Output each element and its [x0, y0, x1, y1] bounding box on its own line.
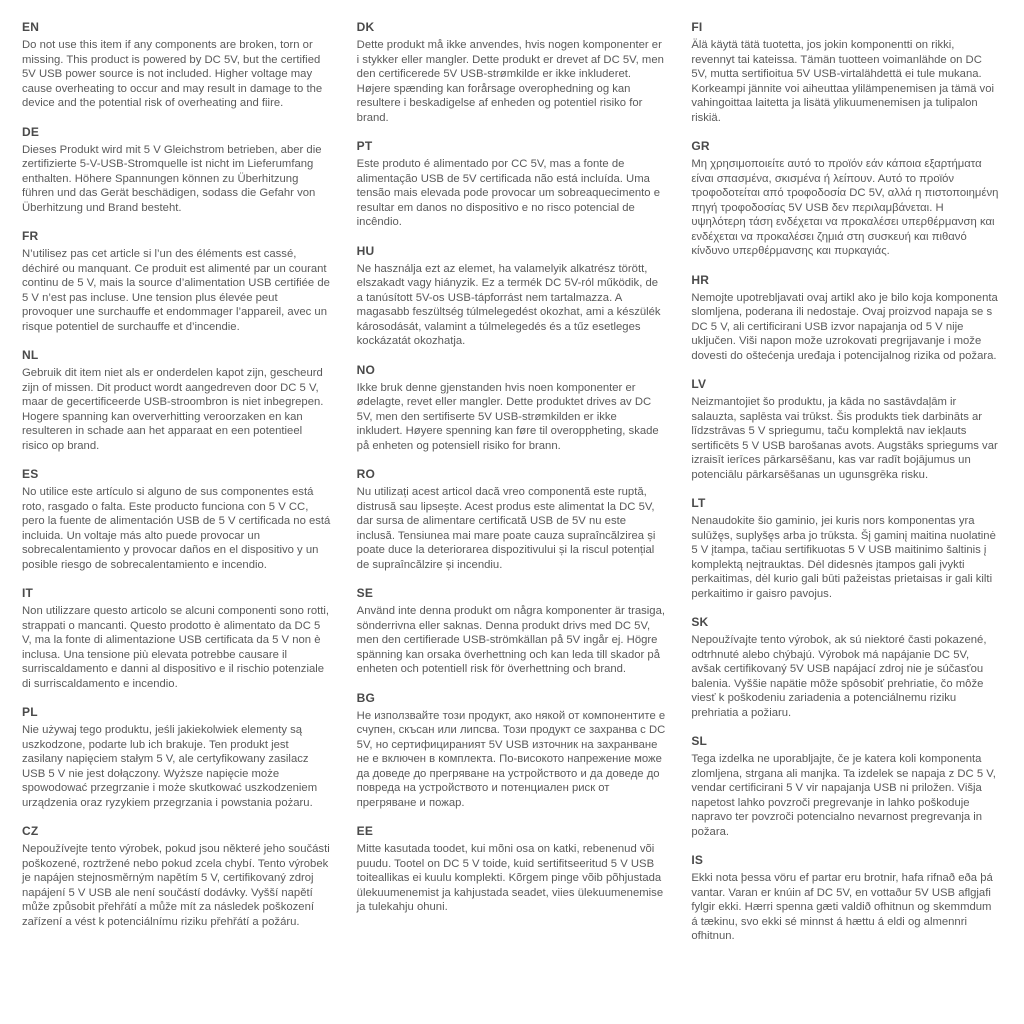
section-lv — [691, 377, 1000, 482]
lang-code-no: NO — [356, 362, 376, 377]
lang-code-fi: FI — [691, 20, 703, 34]
lang-text-hr: Nemojte upotrebljavati ovaj artikl ako je bilo koja komponenta slomljena, poderana ili nedostaje. Ovaj proizvod napaja se s DC 5 V, ali certificirani USB izvor napajanja od 5 V nije uključen. Viši napon može uzrokovati pregrijavanje i može dovesti do oštećenja uređaja i potencijalnog rizika od požara. — [691, 291, 998, 362]
lang-text-sl: Tega izdelka ne uporabljajte, če je katera koli komponenta zlomljena, strgana ali manjka. Ta izdelek se napaja z DC 5 V, vendar certificirani 5 V vir napajanja USB ni priložen. Višja napetost lahko povzroči pregrevanje in lahko poškoduje napravo ter povzroči potencialno nevarnost pregrevanja in požara. — [691, 753, 996, 838]
column-3 — [691, 20, 1000, 958]
lang-code-sk: SK — [691, 615, 709, 629]
lang-text-dk: Dette produkt må ikke anvendes, hvis nogen komponenter er i stykker eller mangler. Dette produkt er drevet af DC 5V, men den certificerede 5V USB-strømkilde er ikke inkluderet. Højere spænding kan forårsage overophedning og kan resultere i beskadigelse af enheden og potentiel risiko for brand. — [356, 39, 664, 124]
lang-code-nl: NL — [22, 348, 39, 362]
section-pl — [22, 705, 331, 810]
section-sk — [691, 615, 1000, 720]
lang-text-pt: Este produto é alimentado por CC 5V, mas a fonte de alimentação USB de 5V certificada não está incluída. Uma tensão mais elevada pode provocar um sobreaquecimento e resultar em danos no dispositivo e no risco potencial de incêndio. — [356, 158, 660, 228]
lang-code-pl: PL — [22, 705, 38, 719]
lang-text-de: Dieses Produkt wird mit 5 V Gleichstrom betrieben, aber die zertifizierte 5-V-USB-Stromquelle ist nicht im Lieferumfang enthalten. Höhere Spannungen können zu Überhitzung führen und das Gerät beschädigen, sodass die Gefahr von Überhitzung und Brand besteht. — [22, 143, 322, 214]
lang-code-hu: HU — [356, 243, 375, 258]
section-dk — [357, 20, 666, 125]
lang-code-dk: DK — [356, 20, 375, 34]
lang-code-is: IS — [691, 853, 704, 867]
section-hu — [357, 244, 666, 349]
lang-code-gr: GR — [691, 139, 710, 153]
lang-text-ee: Mitte kasutada toodet, kui mõni osa on katki, rebenenud või puudu. Tootel on DC 5 V toide, kuid sertifitseeritud 5 V USB toiteallikas ei kuulu komplekti. Kõrgem pinge võib põhjustada ülekuumenemist ja kahjustada seadet, viies ülekuumenemise ja tulekahju ohuni. — [356, 843, 664, 913]
section-it — [22, 586, 331, 691]
section-sl — [691, 734, 1000, 839]
lang-code-ro: RO — [356, 467, 376, 481]
lang-code-lv: LV — [691, 377, 707, 391]
section-is — [691, 853, 1000, 944]
lang-text-ro: Nu utilizați acest articol dacă vreo componentă este ruptă, distrusă sau lipsește. Acest produs este alimentat la DC 5V, dar sursa de alimentare certificată USB de 5V nu este inclusă. Tensiunea mai mare poate cauza supraîncălzirea și poate duce la deteriorarea dispozitivului și la riscul potențial de supraîncălzire și incendiu. — [356, 486, 656, 571]
lang-code-lt: LT — [691, 496, 706, 510]
section-cz — [22, 824, 331, 929]
lang-text-gr: Μη χρησιμοποιείτε αυτό το προϊόν εάν κάποια εξαρτήματα είναι σπασμένα, σκισμένα ή λείπουν. Αυτό το προϊόν τροφοδοτείται από τροφοδοσία DC 5V, αλλά η πιστοποιημένη πηγή τροφοδοσίας 5V USB δεν περιλαμβάνεται. Η υψηλότερη τάση ενδέχεται να προκαλέσει υπερθέρμανση και ενδέχεται να προκαλέσει ζημιά στη συσκευή και πιθανό κίνδυνο υπερθέρμανσης και πυρκαγιάς. — [691, 158, 999, 257]
lang-text-fi: Älä käytä tätä tuotetta, jos jokin komponentti on rikki, revennyt tai kateissa. Tämän tuotteen voimanlähde on DC 5V, mutta sertifioitua 5V USB-virtalähdettä ei tule mukana. Korkeampi jännite voi aiheuttaa ylilämpenemisen ja tämä voi vahingoittaa laitetta ja lisätä ylikuumenemisen ja tulipalon riskiä. — [691, 39, 994, 124]
lang-code-pt: PT — [356, 139, 373, 153]
lang-code-es: ES — [22, 467, 39, 481]
lang-text-cz: Nepoužívejte tento výrobek, pokud jsou některé jeho součásti poškozené, roztržené nebo pokud zcela chybí. Tento výrobek je napájen stejnosměrným napětím 5 V, certifikovaný zdroj napájení 5 V USB ale není součástí dodávky. Vyšší napětí může způsobit přehřátí a může mít za následek poškození zařízení a vést k potenciálnímu riziku přehřátí a požáru. — [22, 843, 330, 928]
lang-text-bg: Не използвайте този продукт, ако някой от компонентите е счупен, скъсан или липсва. Този продукт се захранва с DC 5V, но сертифицираният 5V USB източник на захранване не е включен в комплекта. По-високото напрежение може да доведе до прегряване на устройството и да доведе до повреда на устройството и потенциален риск от прегряване и пожар. — [356, 709, 666, 809]
section-es — [22, 467, 331, 572]
lang-code-it: IT — [22, 586, 34, 600]
section-lt — [691, 496, 1000, 601]
lang-text-en: Do not use this item if any components are broken, torn or missing. This product is powered by DC 5V, but the certified 5V USB power source is not included. Higher voltage may cause overheating to occur and may result in damage to the device and the potential risk of overheating and fiire. — [22, 39, 323, 109]
lang-code-fr: FR — [22, 229, 39, 243]
lang-text-lt: Nenaudokite šio gaminio, jei kuris nors komponentas yra sulūžęs, suplyšęs arba jo trūksta. Šį gaminį maitina nuolatinė 5 V įtampa, tačiau sertifikuotas 5 V USB maitinimo šaltinis į komplektą neįtrauktas. Dėl didesnės įtampos gali įvykti perkaitimas, dėl kurio gali būti pažeistas prietaisas ir gali kilti perkaitimo ir gaisro pavojus. — [691, 515, 996, 600]
section-fr — [22, 229, 331, 334]
section-nl — [22, 348, 331, 453]
lang-text-pl: Nie używaj tego produktu, jeśli jakiekolwiek elementy są uszkodzone, podarte lub ich brakuje. Ten produkt jest zasilany napięciem stałym 5 V, ale certyfikowany zasilacz USB 5 V nie jest dołączony. Wyższe napięcie może spowodować przegrzanie i może skutkować uszkodzeniem urządzenia oraz ryzykiem przegrzania i powstania pożaru. — [22, 724, 318, 809]
lang-code-se: SE — [356, 586, 374, 600]
section-bg — [357, 691, 666, 811]
section-pt — [357, 139, 666, 230]
lang-text-es: No utilice este artículo si alguno de sus componentes está roto, rasgado o falta. Este producto funciona con 5 V CC, pero la fuente de alimentación USB de 5 V certificada no está incluida. Un voltaje más alto puede provocar un sobrecalentamiento y provocar daños en el dispositivo y un posible riesgo de sobrecalentamiento e incendio. — [22, 486, 331, 571]
lang-code-sl: SL — [691, 734, 708, 748]
section-ro — [357, 467, 666, 572]
lang-text-is: Ekki nota þessa vöru ef partar eru brotnir, hafa rifnað eða þá vantar. Varan er knúin af DC 5V, en vottaður 5V USB aflgjafi fylgir ekki. Hærri spenna gæti valdið ofhitnun og skemmdum á tækinu, svo ekki sé minnst á hættu á eldi og almennri ofhitnun. — [691, 872, 993, 942]
lang-code-en: EN — [22, 20, 40, 34]
section-no — [357, 363, 666, 454]
lang-text-hu: Ne használja ezt az elemet, ha valamelyik alkatrész törött, elszakadt vagy hiányzik. Ez a termék DC 5V-ról működik, de a tanúsított 5V-os USB-tápforrást nem tartalmazza. A magasabb feszültség túlmelegedést okozhat, ami a készülék károsodását, valamint a túlmelegedés és a tűz esetleges kockázatát okozhatja. — [356, 262, 661, 347]
lang-code-bg: BG — [356, 690, 376, 705]
lang-text-nl: Gebruik dit item niet als er onderdelen kapot zijn, gescheurd zijn of missen. Dit product wordt aangedreven door DC 5 V, maar de gecertificeerde USB-stroombron is niet inbegrepen. Hogere spanning kan oververhitting veroorzaken en kan resulteren in schade aan het apparaat en een potentieel risico op brand. — [22, 367, 324, 452]
section-hr — [691, 273, 1000, 364]
lang-text-se: Använd inte denna produkt om några komponenter är trasiga, sönderrivna eller saknas. Denna produkt drivs med DC 5V, men den certifierade USB-strömkällan på 5V ingår ej. Högre spänning kan orsaka överhettning och kan leda till skador på enheten och potentiell risk för överhettning och brand. — [356, 605, 666, 675]
column-1 — [22, 20, 331, 943]
section-en — [22, 20, 331, 111]
lang-code-ee: EE — [356, 824, 374, 838]
lang-code-de: DE — [22, 124, 40, 139]
lang-code-hr: HR — [691, 272, 710, 287]
section-gr — [691, 139, 1000, 259]
section-fi — [691, 20, 1000, 125]
lang-text-sk: Nepoužívajte tento výrobok, ak sú niektoré časti pokazené, odtrhnuté alebo chýbajú. Výrobok má napájanie DC 5V, avšak certifikovaný 5V USB napájací zdroj nie je súčasťou balenia. Vyššie napätie môže spôsobiť prehriatie, čo môže viesť k poškodeniu zariadenia a potenciálnemu riziku prehriatia a požiaru. — [691, 634, 987, 719]
section-ee — [357, 824, 666, 915]
section-se — [357, 586, 666, 677]
lang-code-cz: CZ — [22, 824, 39, 838]
column-2 — [357, 20, 666, 929]
lang-text-no: Ikke bruk denne gjenstanden hvis noen komponenter er ødelagte, revet eller mangler. Dette produktet drives av DC 5V, men den sertifiserte 5V USB-strømkilden er ikke inkludert. Høyere spenning kan føre til overoppheting, skade på enheten og potensiell risiko for brann. — [356, 381, 659, 452]
lang-text-lv: Neizmantojiet šo produktu, ja kāda no sastāvdaļām ir salauzta, saplēsta vai trūkst. Šis produkts tiek darbināts ar līdzstrāvas 5 V spriegumu, taču komplektā nav iekļauts sertificēts 5 V USB barošanas avots. Augstāks spriegums var izraisīt ierīces pārkarsēšanu, kas var radīt bojājumus un potenciālu pārkarsēšanas un ugunsgrēka risku. — [691, 396, 998, 481]
lang-text-it: Non utilizzare questo articolo se alcuni componenti sono rotti, strappati o mancanti. Questo prodotto è alimentato da DC 5 V, ma la fonte di alimentazione USB certificata da 5 V non è inclusa. Una tensione più elevata potrebbe causare il surriscaldamento e danni al dispositivo e il rischio potenziale di surriscaldamento e incendio. — [22, 605, 330, 690]
lang-text-fr: N’utilisez pas cet article si l’un des éléments est cassé, déchiré ou manquant. Ce produit est alimenté par un courant continu de 5 V, mais la source d’alimentation USB certifiée de 5 V n’est pas incluse. Une tension plus élevée peut provoquer une surchauffe et endommager l’appareil, avec un risque potentiel de surchauffe et d’incendie. — [22, 248, 330, 333]
section-de — [22, 125, 331, 216]
